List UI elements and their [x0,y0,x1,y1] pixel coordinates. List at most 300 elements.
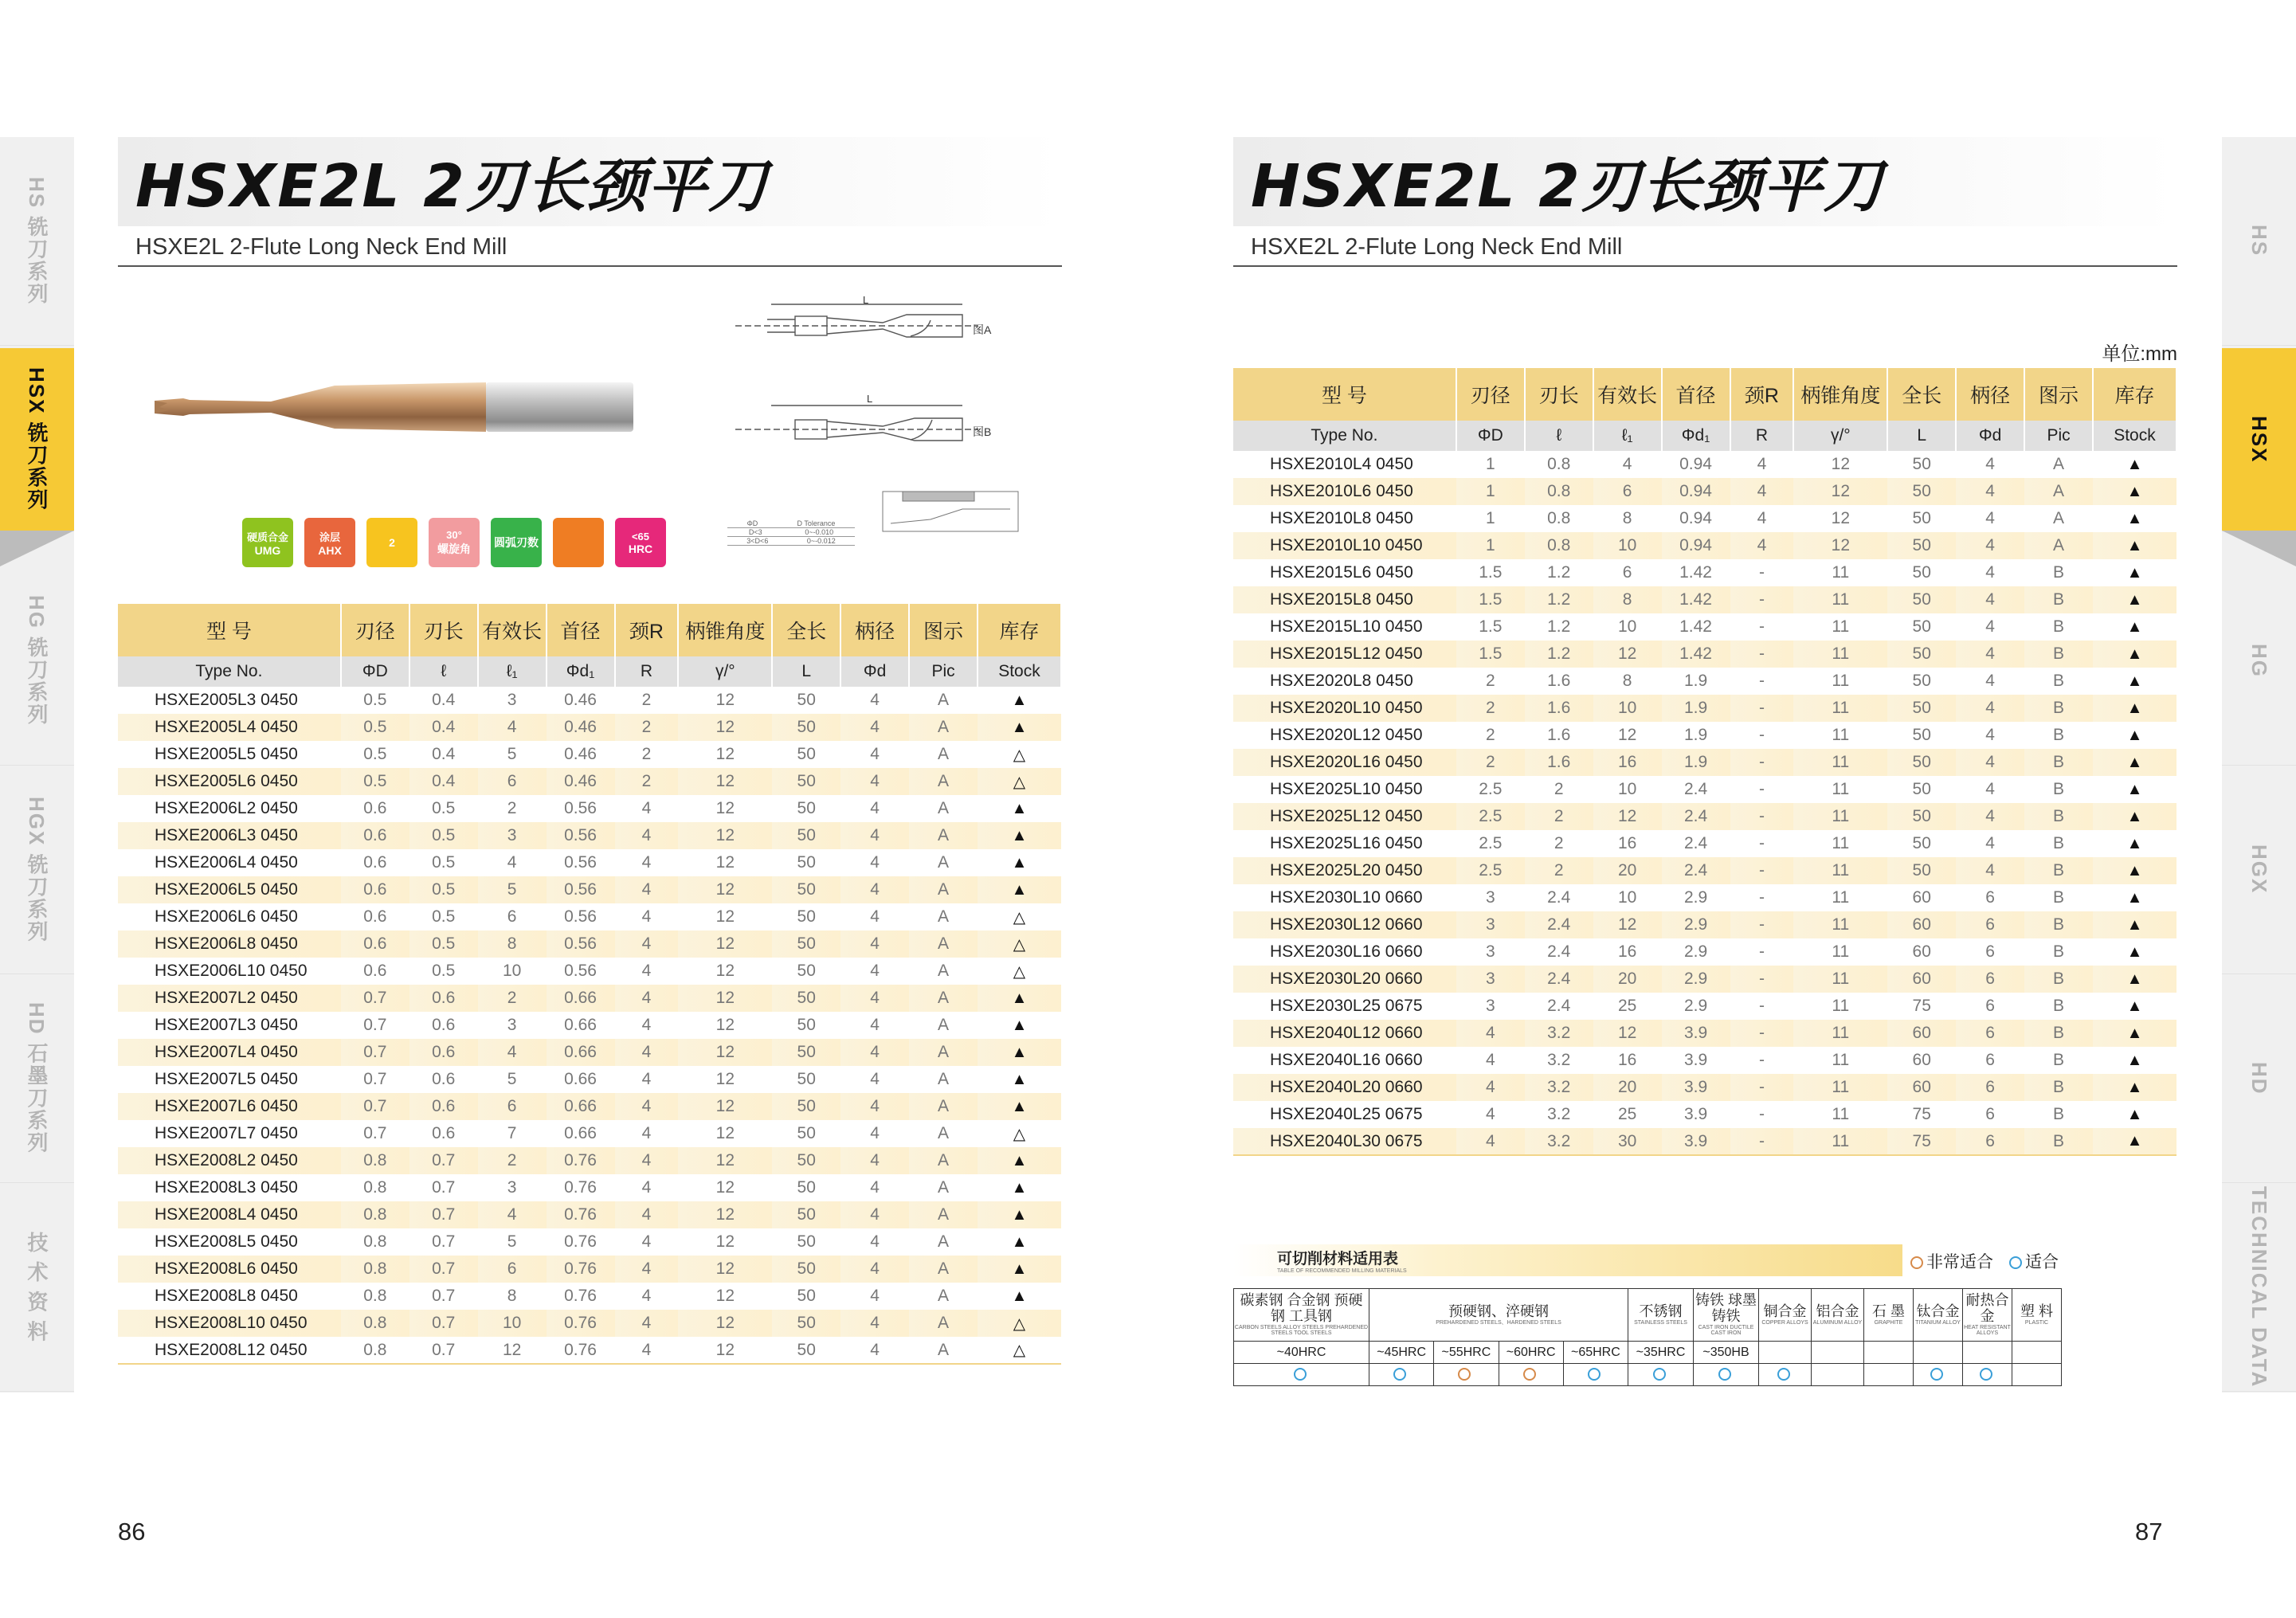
type-no-cell: HSXE2008L8 0450 [118,1283,341,1310]
spec-cell: 3.9 [1662,1101,1730,1128]
spec-cell: 0.94 [1662,532,1730,559]
spec-cell: - [1730,695,1794,722]
spec-cell: 6 [478,768,547,795]
spec-cell: 11 [1793,938,1887,966]
spec-cell: 5 [478,1066,547,1093]
spec-cell: 1.6 [1525,749,1593,776]
spec-cell: 0.8 [341,1283,409,1310]
mat-group: 预硬钢、淬硬钢 PREHARDENED STEELS、HARDENED STEELS [1369,1289,1628,1342]
spec-cell: 11 [1793,1128,1887,1155]
spec-cell: 0.5 [409,849,478,876]
spec-cell: 0.6 [341,930,409,958]
section-tab[interactable] [0,974,74,1183]
spec-cell: - [1730,1128,1794,1155]
legend-ok-label: 适合 [2025,1253,2059,1271]
col-header-cn: 刃径 [341,604,409,656]
spec-cell: 4 [1730,505,1794,532]
spec-cell: 0.5 [341,768,409,795]
col-header-en: ΦD [341,656,409,687]
spec-cell: 3 [478,687,547,714]
type-no-cell: HSXE2008L6 0450 [118,1256,341,1283]
spec-cell: 2 [478,1147,547,1174]
spec-cell: 4 [840,1201,909,1228]
spec-cell: 50 [772,714,840,741]
table-row [1233,911,2176,938]
col-header-en: ℓ₁ [1593,421,1662,451]
col-header-cn: 库存 [978,604,1061,656]
spec-cell: 4 [840,1256,909,1283]
spec-cell: 0.76 [547,1310,615,1337]
spec-cell: 4 [615,1120,679,1147]
spec-cell: A [909,1039,978,1066]
spec-cell: 4 [840,930,909,958]
stock-cell: ▲ [978,1066,1061,1093]
table-row [118,687,1061,714]
hardness-cell: ~35HRC [1628,1342,1694,1364]
spec-cell: 50 [1887,803,1956,830]
spec-cell: 0.66 [547,985,615,1012]
spec-cell: B [2024,1101,2093,1128]
col-header-cn: 型 号 [118,604,341,656]
spec-cell: 2 [1456,749,1525,776]
spec-cell: 4 [1956,559,2024,586]
spec-cell: 25 [1593,993,1662,1020]
badge-main: HRC [628,542,653,555]
spec-cell: 0.66 [547,1039,615,1066]
table-row [118,1201,1061,1228]
spec-cell: 4 [1956,776,2024,803]
type-no-cell: HSXE2006L10 0450 [118,958,341,985]
spec-cell: 0.6 [341,795,409,822]
spec-cell: 12 [678,1201,772,1228]
spec-cell: 4 [615,1337,679,1364]
spec-cell: 4 [615,795,679,822]
spec-cell: 12 [678,1256,772,1283]
spec-cell: - [1730,830,1794,857]
spec-cell: 4 [1456,1047,1525,1074]
spec-cell: 50 [1887,668,1956,695]
spec-cell: 50 [772,1174,840,1201]
stock-cell: ▲ [2093,695,2176,722]
spec-cell: 12 [678,985,772,1012]
page-number-right: 87 [2135,1518,2163,1546]
table-row [118,795,1061,822]
spec-cell: 50 [772,985,840,1012]
spec-cell: 60 [1887,1074,1956,1101]
stock-cell: △ [978,1310,1061,1337]
feature-badge [429,518,480,567]
spec-cell: A [909,1337,978,1364]
spec-cell: - [1730,559,1794,586]
spec-cell: 12 [678,1066,772,1093]
spec-cell: 0.56 [547,930,615,958]
spec-table-left [118,604,1062,1365]
section-tab[interactable] [2222,1183,2296,1392]
spec-cell: 1.9 [1662,668,1730,695]
spec-cell: 11 [1793,613,1887,641]
spec-cell: 0.8 [1525,451,1593,478]
spec-cell: 12 [1793,505,1887,532]
table-row [1233,722,2176,749]
spec-cell: A [909,1093,978,1120]
spec-cell: 0.56 [547,849,615,876]
spec-cell: 1.42 [1662,586,1730,613]
spec-cell: 50 [772,903,840,930]
type-no-cell: HSXE2006L2 0450 [118,795,341,822]
tol-header-tol: D Tolerance [797,519,836,527]
stock-cell: ▲ [978,1093,1061,1120]
type-no-cell: HSXE2015L6 0450 [1233,559,1456,586]
spec-cell: 10 [478,958,547,985]
spec-cell: 4 [840,1066,909,1093]
section-tab[interactable] [2222,557,2296,766]
left-page [118,137,1062,1359]
spec-cell: - [1730,749,1794,776]
spec-cell: 4 [840,1337,909,1364]
section-tab[interactable] [0,766,74,974]
col-header-en: L [772,656,840,687]
col-header-en: Φd [1956,421,2024,451]
table-row [118,1310,1061,1337]
spec-cell: 4 [840,1283,909,1310]
spec-cell: B [2024,938,2093,966]
spec-cell: 4 [1456,1020,1525,1047]
type-no-cell: HSXE2008L3 0450 [118,1174,341,1201]
spec-cell: - [1730,911,1794,938]
stock-cell: ▲ [2093,559,2176,586]
col-header-cn: 图示 [909,604,978,656]
spec-cell: 10 [478,1310,547,1337]
stock-cell: ▲ [2093,857,2176,884]
col-header-en: Φd₁ [1662,421,1730,451]
table-row [1233,884,2176,911]
mat-group: 铸铁 球墨铸铁 CAST IRON DUCTILE CAST IRON [1694,1289,1759,1342]
spec-cell: 4 [1956,749,2024,776]
spec-cell: 1.2 [1525,586,1593,613]
spec-cell: 4 [615,985,679,1012]
spec-cell: 50 [772,1283,840,1310]
col-header-en: R [1730,421,1794,451]
spec-cell: B [2024,830,2093,857]
stock-cell: ▲ [2093,1047,2176,1074]
spec-cell: 4 [478,714,547,741]
spec-cell: 0.8 [341,1228,409,1256]
mat-group: 耐热合金 HEAT RESISTANT ALLOYS [1963,1289,2012,1342]
spec-cell: - [1730,938,1794,966]
spec-cell: - [1730,722,1794,749]
section-tab-label: TECHNICAL DATA [2247,1185,2271,1389]
spec-cell: 4 [615,903,679,930]
spec-cell: 50 [1887,830,1956,857]
spec-cell: 4 [615,958,679,985]
stock-cell: ▲ [2093,722,2176,749]
table-row [118,930,1061,958]
spec-cell: 0.8 [341,1174,409,1201]
spec-cell: 8 [1593,505,1662,532]
spec-cell: 4 [1956,586,2024,613]
spec-cell: 1.5 [1456,586,1525,613]
table-row [118,849,1061,876]
spec-cell: A [909,876,978,903]
col-header-en: ℓ₁ [478,656,547,687]
spec-cell: 0.6 [341,958,409,985]
spec-cell: 16 [1593,749,1662,776]
spec-cell: 4 [840,958,909,985]
spec-cell: A [909,1012,978,1039]
spec-cell: 2.4 [1662,803,1730,830]
section-tab-label: HG 铣刀系列 [25,595,49,727]
col-header-cn: 刃长 [409,604,478,656]
spec-cell: 12 [1593,641,1662,668]
spec-cell: A [909,1310,978,1337]
spec-cell: 12 [678,687,772,714]
stock-cell: △ [978,930,1061,958]
spec-cell: 2.4 [1525,966,1593,993]
spec-cell: 11 [1793,1020,1887,1047]
spec-cell: 3 [478,822,547,849]
hardness-cell: ~45HRC [1369,1342,1434,1364]
spec-cell: 11 [1793,911,1887,938]
spec-cell: 4 [840,1012,909,1039]
spec-cell: 50 [772,958,840,985]
spec-cell: 12 [678,876,772,903]
spec-cell: 8 [478,1283,547,1310]
col-header-cn: 首径 [1662,368,1730,421]
stock-cell: ▲ [2093,532,2176,559]
spec-cell: 0.4 [409,687,478,714]
type-no-cell: HSXE2020L12 0450 [1233,722,1456,749]
type-no-cell: HSXE2010L4 0450 [1233,451,1456,478]
suitability-cell [1563,1364,1628,1386]
spec-cell: - [1730,993,1794,1020]
spec-cell: A [909,1147,978,1174]
spec-cell: 12 [1793,478,1887,505]
spec-cell: B [2024,803,2093,830]
orange-circle-icon [1458,1368,1471,1381]
spec-cell: 12 [678,1310,772,1337]
spec-cell: 5 [478,741,547,768]
blue-circle-icon [1930,1368,1943,1381]
spec-cell: 4 [1956,505,2024,532]
badge-top: 硬质合金 [246,531,288,543]
table-row [1233,559,2176,586]
spec-cell: 0.5 [409,930,478,958]
type-no-cell: HSXE2030L20 0660 [1233,966,1456,993]
col-header-en: Φd [840,656,909,687]
spec-cell: 2.9 [1662,884,1730,911]
spec-cell: 3 [1456,966,1525,993]
spec-cell: 0.46 [547,741,615,768]
spec-cell: 4 [1956,641,2024,668]
spec-cell: 0.8 [341,1147,409,1174]
suitability-cell [1694,1364,1759,1386]
legend-very-suitable [1910,1249,1993,1273]
type-no-cell: HSXE2030L25 0675 [1233,993,1456,1020]
tol-header-d: ΦD [746,519,758,527]
table-row [1233,1074,2176,1101]
right-page [1233,137,2177,1359]
spec-cell: 4 [840,1310,909,1337]
spec-cell: 0.6 [409,1066,478,1093]
spec-cell: 12 [478,1337,547,1364]
spec-cell: 4 [478,1201,547,1228]
spec-cell: 5 [478,876,547,903]
feature-badge [491,518,542,567]
spec-cell: 0.4 [409,714,478,741]
spec-cell: 11 [1793,803,1887,830]
spec-cell: 1.5 [1456,613,1525,641]
spec-cell: 0.7 [409,1228,478,1256]
spec-cell: 4 [840,1174,909,1201]
stock-cell: ▲ [978,876,1061,903]
table-row [1233,1101,2176,1128]
stock-cell: ▲ [2093,993,2176,1020]
spec-cell: 0.5 [409,822,478,849]
stock-cell: ▲ [2093,478,2176,505]
spec-cell: 4 [1956,478,2024,505]
suitability-cell [1914,1364,1963,1386]
section-tab[interactable] [0,557,74,766]
spec-cell: 12 [678,1120,772,1147]
spec-cell: 2.4 [1525,993,1593,1020]
stock-cell: ▲ [2093,586,2176,613]
col-header-en: Type No. [1233,421,1456,451]
legend-very-label: 非常适合 [1926,1253,1993,1271]
type-no-cell: HSXE2008L2 0450 [118,1147,341,1174]
section-tab[interactable] [0,137,74,346]
col-header-en: Φd₁ [547,656,615,687]
spec-cell: 0.7 [409,1147,478,1174]
spec-cell: 8 [478,930,547,958]
suitability-cell [1234,1364,1369,1386]
type-no-cell: HSXE2006L4 0450 [118,849,341,876]
page-title: HSXE2L 2刃长颈平刀 [135,152,769,221]
spec-cell: 1.5 [1456,559,1525,586]
spec-cell: A [2024,532,2093,559]
col-header-cn: 刃长 [1525,368,1593,421]
spec-cell: 0.6 [409,1012,478,1039]
section-tab[interactable] [0,1183,74,1392]
table-row [1233,586,2176,613]
spec-cell: 4 [840,1120,909,1147]
stock-cell: △ [978,741,1061,768]
spec-cell: 10 [1593,776,1662,803]
table-row [118,985,1061,1012]
spec-cell: 4 [840,768,909,795]
spec-cell: 0.5 [409,958,478,985]
col-header-en: L [1887,421,1956,451]
spec-cell: 0.8 [341,1201,409,1228]
col-header-en: Pic [909,656,978,687]
blue-circle-icon [1588,1368,1601,1381]
table-row [1233,641,2176,668]
mat-group: 塑 料 PLASTIC [2012,1289,2062,1342]
spec-cell: 0.7 [341,1093,409,1120]
spec-cell: 4 [1956,532,2024,559]
feature-badge [242,518,293,567]
stock-cell: △ [978,958,1061,985]
spec-cell: 1.2 [1525,641,1593,668]
spec-cell: 1.6 [1525,722,1593,749]
hardness-cell [1963,1342,2012,1364]
type-no-cell: HSXE2007L5 0450 [118,1066,341,1093]
spec-cell: 50 [772,822,840,849]
spec-cell: 0.7 [409,1201,478,1228]
spec-cell: 0.7 [341,1039,409,1066]
spec-cell: 50 [772,687,840,714]
table-row [118,903,1061,930]
spec-cell: 50 [772,1256,840,1283]
spec-cell: 0.6 [409,1093,478,1120]
spec-cell: 12 [678,1174,772,1201]
type-no-cell: HSXE2006L3 0450 [118,822,341,849]
table-row [1233,451,2176,478]
col-header-cn: 柄径 [840,604,909,656]
spec-cell: 0.4 [409,768,478,795]
spec-cell: 3.2 [1525,1020,1593,1047]
spec-cell: 0.8 [1525,478,1593,505]
spec-cell: A [909,714,978,741]
spec-cell: 10 [1593,884,1662,911]
type-no-cell: HSXE2007L2 0450 [118,985,341,1012]
spec-cell: 0.7 [341,1066,409,1093]
spec-cell: 3.2 [1525,1047,1593,1074]
spec-cell: 0.7 [409,1256,478,1283]
spec-cell: 4 [1593,451,1662,478]
blue-circle-icon [2009,1256,2022,1269]
stock-cell: ▲ [978,1147,1061,1174]
table-row [1233,695,2176,722]
page-title: HSXE2L 2刃长颈平刀 [1251,152,1884,221]
stock-cell: ▲ [2093,641,2176,668]
spec-cell: 4 [615,1066,679,1093]
spec-cell: 0.8 [1525,505,1593,532]
col-header-en: Stock [2093,421,2176,451]
table-row [1233,993,2176,1020]
spec-cell: 12 [678,930,772,958]
badge-main: 2 [389,536,395,549]
type-no-cell: HSXE2005L6 0450 [118,768,341,795]
spec-cell: 75 [1887,1128,1956,1155]
blue-circle-icon [1777,1368,1790,1381]
col-header-cn: 库存 [2093,368,2176,421]
spec-cell: - [1730,586,1794,613]
spec-cell: - [1730,1101,1794,1128]
spec-cell: 6 [1956,1128,2024,1155]
hardness-cell [1914,1342,1963,1364]
spec-cell: 50 [772,768,840,795]
mat-group: 钛合金 TITANIUM ALLOY [1914,1289,1963,1342]
suitability-cell [1963,1364,2012,1386]
spec-cell: A [2024,478,2093,505]
spec-cell: 0.6 [341,849,409,876]
spec-cell: A [909,687,978,714]
spec-cell: 6 [1956,1074,2024,1101]
spec-cell: 11 [1793,749,1887,776]
section-tab[interactable] [2222,348,2296,531]
spec-cell: 50 [1887,776,1956,803]
spec-cell: B [2024,911,2093,938]
section-tab[interactable] [2222,137,2296,346]
spec-cell: 4 [840,714,909,741]
section-tab[interactable] [2222,974,2296,1183]
section-tab[interactable] [0,348,74,531]
spec-cell: B [2024,586,2093,613]
type-no-cell: HSXE2040L25 0675 [1233,1101,1456,1128]
hardness-cell: ~350HB [1694,1342,1759,1364]
section-tab[interactable] [2222,766,2296,974]
section-tab-label: HS 铣刀系列 [25,176,49,306]
